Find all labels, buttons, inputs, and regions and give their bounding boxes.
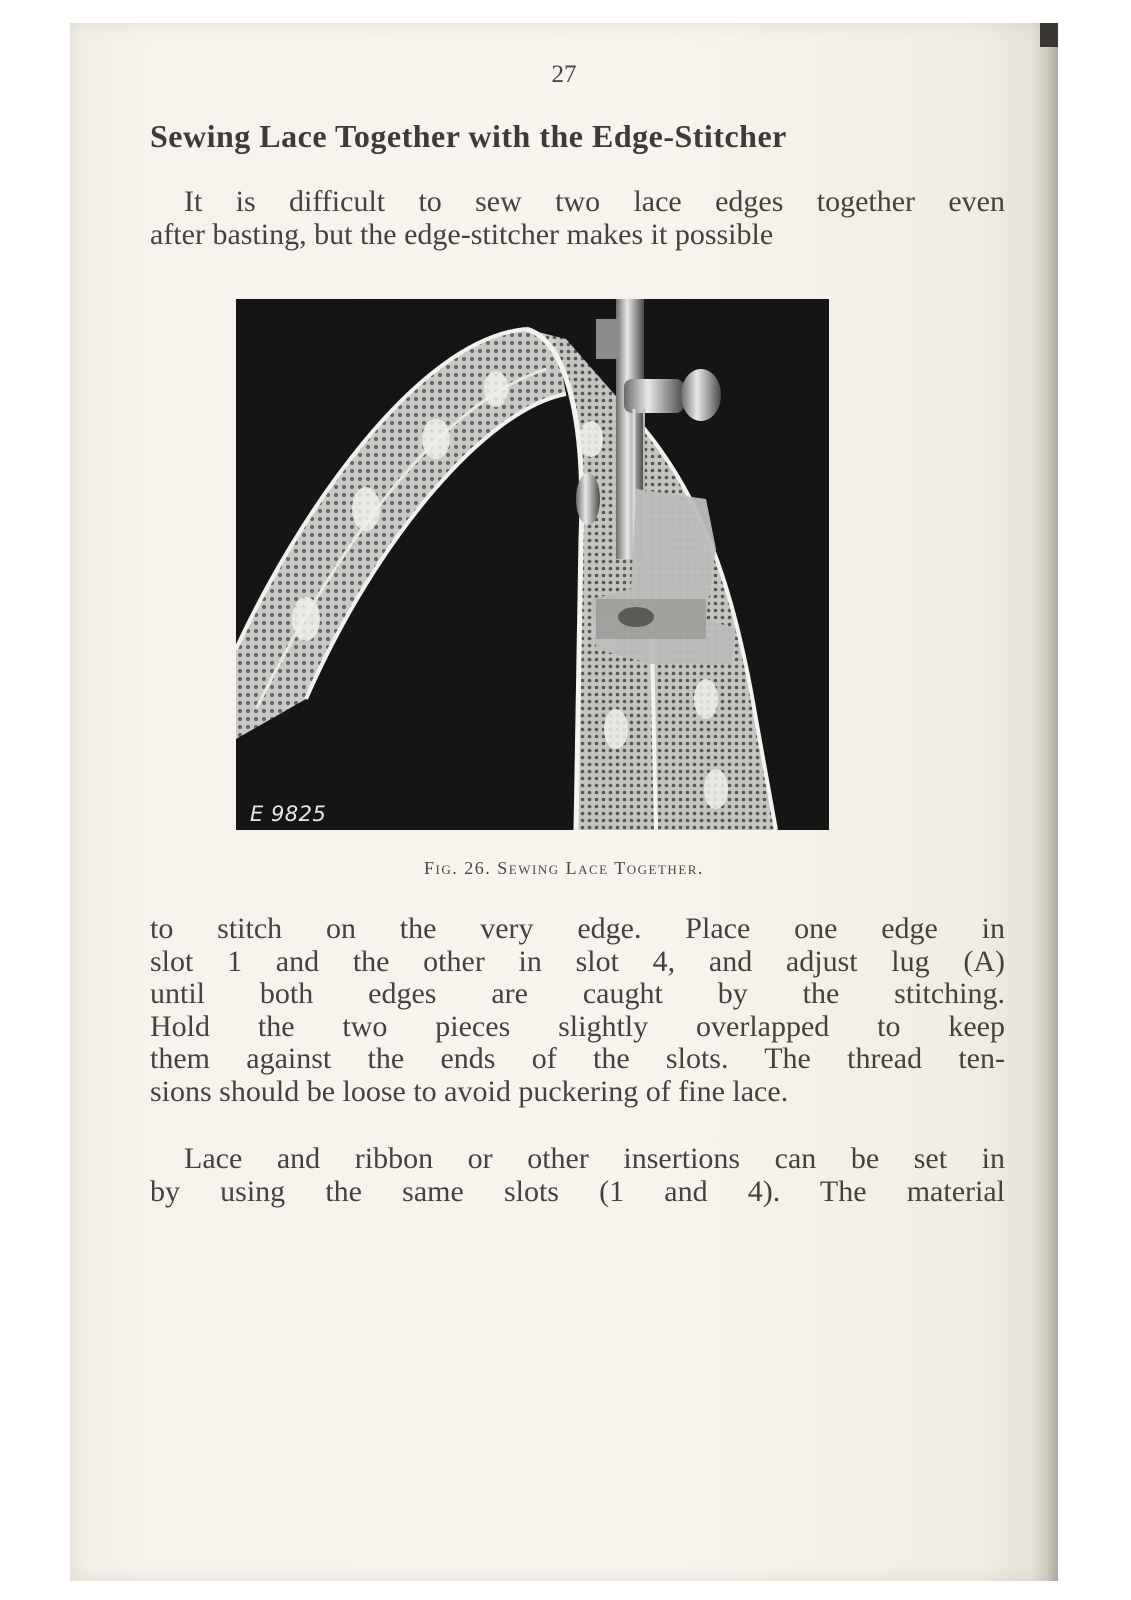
section-title: Sewing Lace Together with the Edge-Stitcher (150, 118, 787, 154)
text-line: Hold the two pieces slightly overlapped to keep (150, 1009, 1005, 1043)
body-paragraph (150, 913, 1005, 1108)
text-line: slot 1 and the other in slot 4, and adjust lug (A) (150, 944, 1005, 978)
lace-illustration (236, 299, 829, 830)
text-line: until both edges are caught by the stitching. (150, 977, 1005, 1010)
figure-photo-lace-sewing (236, 299, 829, 830)
page-edge-shadow (1032, 23, 1058, 1581)
figure-caption: Fig. 26. Sewing Lace Together. (424, 858, 704, 878)
page-corner (1040, 23, 1058, 47)
page-number: 27 (551, 61, 577, 88)
text-line: sions should be loose to avoid puckering of fine lace. (150, 1074, 789, 1108)
text-line: by using the same slots (1 and 4). The material (150, 1174, 1005, 1208)
text-line: to stitch on the very edge. Place one edge in (150, 912, 1005, 945)
text-line: Lace and ribbon or other insertions can be set in (184, 1142, 1005, 1175)
figure-code: E 9825 (250, 802, 327, 826)
book-page (70, 23, 1058, 1581)
intro-paragraph (150, 186, 1005, 251)
text-line: after basting, but the edge-stitcher makes it possible (150, 217, 774, 251)
text-line: them against the ends of the slots. The thread ten- (150, 1042, 1005, 1075)
closing-paragraph (150, 1143, 1005, 1208)
text-line: It is difficult to sew two lace edges together even (184, 185, 1005, 218)
